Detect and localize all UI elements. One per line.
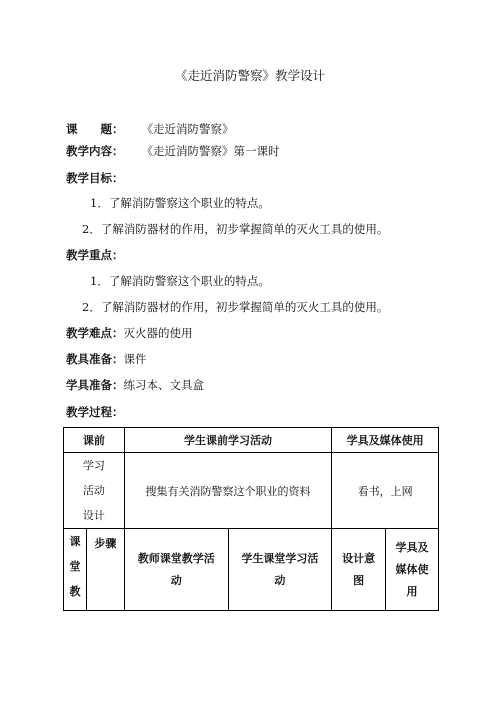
pre-row-label-line: 设计 [82,509,105,522]
student-prep-value: 练习本、文具盒 [123,378,204,392]
lesson-value: 《走近消防警察》 [141,122,234,136]
document-title: 《走近消防警察》教学设计 [174,68,325,83]
pre-activity-row [64,453,439,529]
teacher-prep-label: 教具准备： [66,352,124,366]
process-label: 教学过程： [66,405,124,419]
class-header-media-line: 学具及 [395,540,429,554]
class-header-col1-line: 教 [69,585,81,598]
class-header-teacher-line: 动 [170,573,182,587]
student-prep-line [66,377,204,393]
difficulty-line [66,325,193,341]
class-header-col1-line: 堂 [69,560,81,573]
difficulty-value: 灭火器的使用 [123,326,193,340]
pre-header-col3: 学具及媒体使用 [332,428,439,453]
class-header-media-line: 用 [406,584,418,598]
lesson-line [66,121,234,137]
content-value: 《走近消防警察》第一课时 [141,144,280,158]
class-header-intent-line: 设计意 [342,551,376,565]
goal-item-2: 2．了解消防器材的作用，初步掌握简单的灭火工具的使用。 [82,222,389,236]
class-header-col1-line: 课 [69,535,81,548]
pre-header-col1: 课前 [64,428,125,453]
student-prep-label: 学具准备： [66,378,124,392]
content-line [66,143,280,159]
process-table [63,427,439,611]
class-header-media-line: 媒体使 [395,562,429,576]
class-header-steps: 步骤 [86,529,124,611]
class-header-intent-line: 图 [353,573,365,587]
lesson-label: 课 题： [66,122,124,136]
class-header-teacher [124,529,228,611]
difficulty-label: 教学难点： [66,326,124,340]
pre-row-activity: 搜集有关消防警察这个职业的资料 [124,453,331,529]
key-point-item-2: 2．了解消防器材的作用，初步掌握简单的灭火工具的使用。 [82,300,389,314]
class-header-student-line: 学生课堂学习活 [241,551,319,565]
goals-label: 教学目标： [66,171,124,185]
pre-row-media: 看书，上网 [332,453,439,529]
content-label: 教学内容： [66,144,124,158]
class-header-row [64,529,439,611]
class-header-student-line: 动 [274,573,286,587]
key-point-item-1: 1．了解消防警察这个职业的特点。 [90,274,270,288]
class-header-col1 [64,529,87,611]
class-header-teacher-line: 教师课堂教学活 [137,551,215,565]
class-header-media [386,529,439,611]
pre-row-label-line: 活动 [82,484,105,497]
class-header-intent [332,529,386,611]
pre-row-label-line: 学习 [82,459,105,472]
teacher-prep-value: 课件 [123,352,147,366]
pre-header-col2: 学生课前学习活动 [124,428,331,453]
teacher-prep-line [66,351,147,367]
class-header-student [228,529,332,611]
pre-row-label [64,453,125,529]
pre-header-row [64,428,439,453]
key-points-label: 教学重点： [66,248,124,262]
goal-item-1: 1．了解消防警察这个职业的特点。 [90,196,270,210]
